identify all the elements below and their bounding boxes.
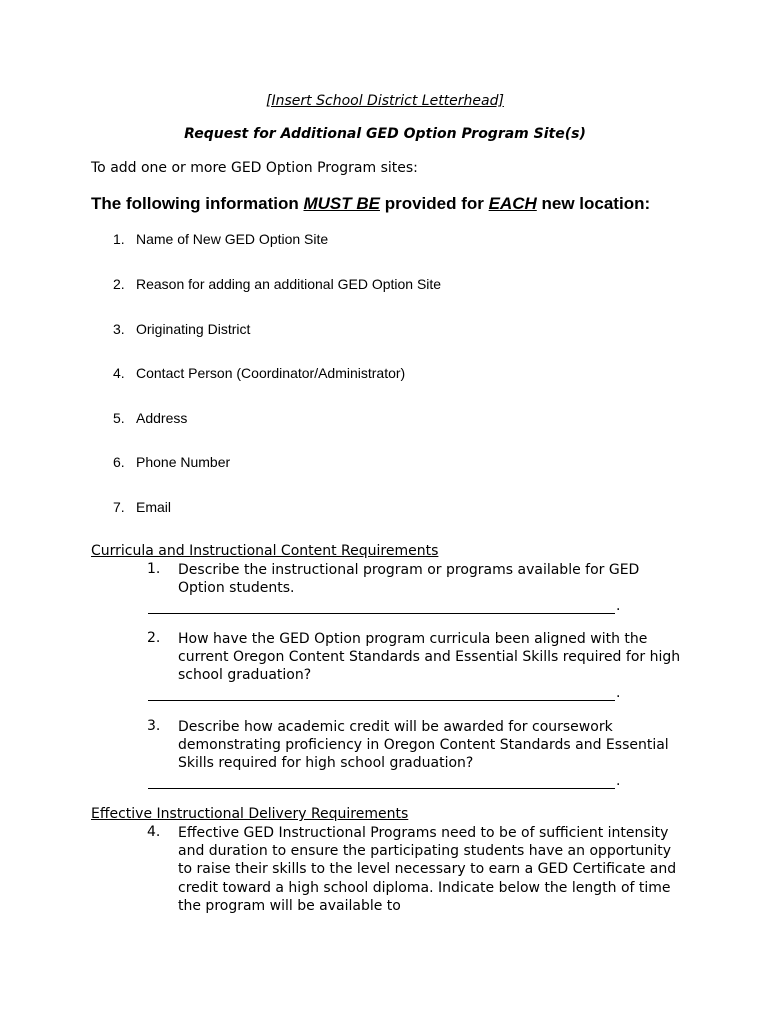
delivery-section-heading: Effective Instructional Delivery Requirements bbox=[91, 806, 409, 822]
answer-blank-line[interactable] bbox=[148, 788, 615, 789]
answer-terminator: . bbox=[616, 773, 621, 789]
item-label: Reason for adding an additional GED Option Site bbox=[136, 276, 442, 292]
answer-terminator: . bbox=[616, 685, 621, 701]
answer-blank-line[interactable] bbox=[148, 613, 615, 614]
letterhead-placeholder: [Insert School District Letterhead] bbox=[266, 93, 504, 109]
item-number: 1. bbox=[113, 231, 125, 247]
heading-emphasis-must-be: MUST BE bbox=[303, 194, 380, 213]
item-label: Phone Number bbox=[136, 454, 231, 470]
heading-text-1: The following information bbox=[91, 194, 304, 213]
required-item-contact bbox=[113, 365, 405, 381]
required-item-address bbox=[113, 410, 187, 426]
item-number: 5. bbox=[113, 410, 125, 426]
heading-text-3: new location: bbox=[536, 194, 651, 213]
required-item-email bbox=[113, 499, 171, 515]
required-item-reason bbox=[113, 276, 441, 292]
required-item-phone bbox=[113, 454, 230, 470]
question-number: 3. bbox=[147, 718, 161, 734]
question-text: Effective GED Instructional Programs need to be of sufficient intensity and duration to ensure the participating students have an opportunity to raise their skills to the level necessary to earn a GED Certificate and credit toward a high school diploma. Indicate below the length of time the program will be available to bbox=[178, 825, 677, 914]
item-label: Address bbox=[136, 410, 188, 426]
question-number: 2. bbox=[147, 630, 161, 646]
question-text: How have the GED Option program curricula been aligned with the current Oregon Content Standards and Essential Skills required for high school graduation? bbox=[178, 631, 681, 684]
required-info-heading bbox=[91, 194, 650, 214]
curricula-section-heading: Curricula and Instructional Content Requirements bbox=[91, 543, 439, 559]
document-title: Request for Additional GED Option Program Site(s) bbox=[184, 126, 586, 142]
item-number: 3. bbox=[113, 321, 125, 337]
question-number: 4. bbox=[147, 824, 161, 840]
item-number: 4. bbox=[113, 365, 125, 381]
required-item-district bbox=[113, 321, 250, 337]
intro-text: To add one or more GED Option Program sites: bbox=[91, 160, 418, 176]
heading-emphasis-each: EACH bbox=[488, 194, 537, 213]
answer-blank-line[interactable] bbox=[148, 700, 615, 701]
question-text: Describe the instructional program or programs available for GED Option students. bbox=[178, 562, 640, 597]
required-item-site-name bbox=[113, 231, 328, 247]
item-label: Email bbox=[136, 499, 172, 515]
heading-text-2: provided for bbox=[379, 194, 489, 213]
answer-terminator: . bbox=[616, 598, 621, 614]
item-number: 2. bbox=[113, 276, 125, 292]
question-text: Describe how academic credit will be awarded for coursework demonstrating proficiency in Oregon Content Standards and Essential Skills required for high school graduation? bbox=[178, 719, 669, 772]
question-number: 1. bbox=[147, 561, 161, 577]
item-label: Contact Person (Coordinator/Administrator) bbox=[136, 365, 406, 381]
item-label: Name of New GED Option Site bbox=[136, 231, 329, 247]
item-label: Originating District bbox=[136, 321, 251, 337]
item-number: 7. bbox=[113, 499, 125, 515]
item-number: 6. bbox=[113, 454, 125, 470]
